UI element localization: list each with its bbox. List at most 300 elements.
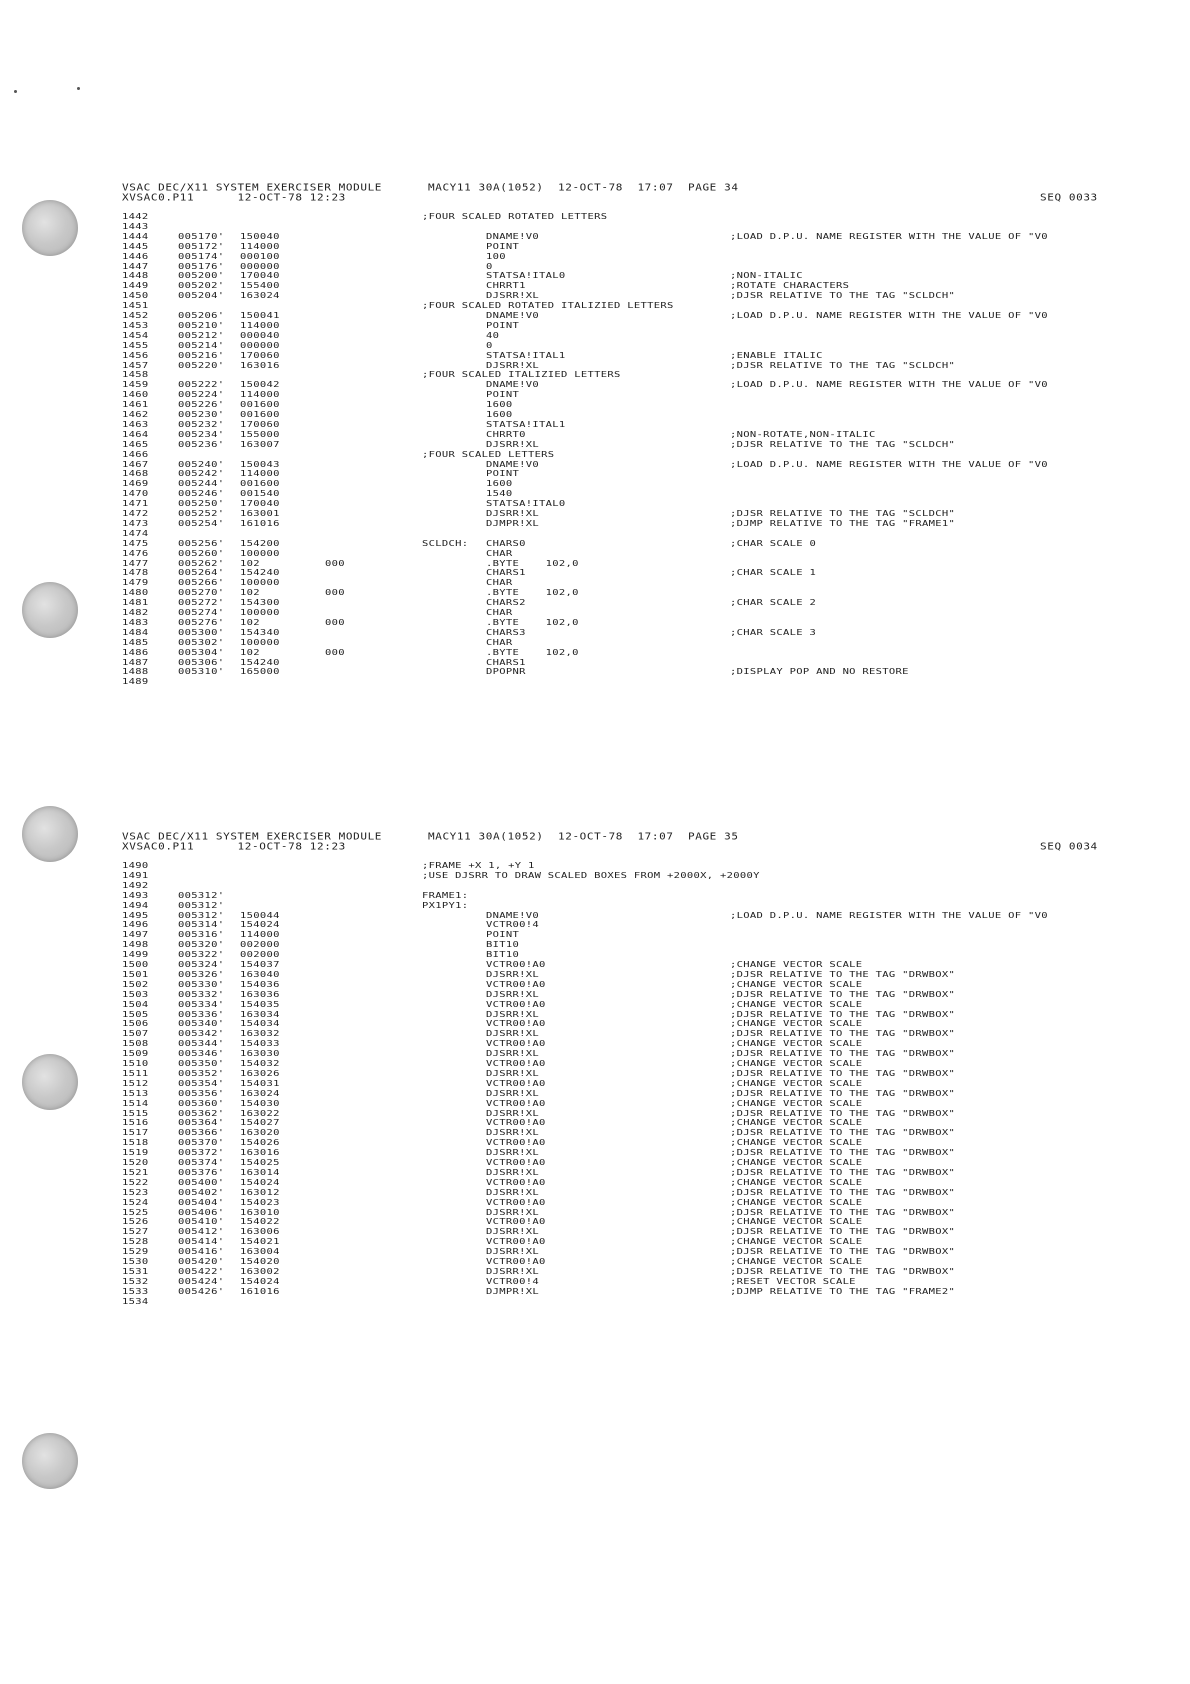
source-operation: STATSA!ITAL0 (486, 271, 566, 281)
source-operation: .BYTE 102,0 (486, 588, 579, 598)
object-code: 002000 (240, 940, 280, 950)
source-comment: ;LOAD D.P.U. NAME REGISTER WITH THE VALUE OF "V0 (730, 232, 1048, 242)
source-comment: ;DJSR RELATIVE TO THE TAG "DRWBOX" (730, 970, 956, 980)
object-code: 150040 (240, 232, 280, 242)
source-operation: DJSRR!XL (486, 360, 539, 371)
object-code: 154026 (240, 1138, 280, 1148)
source-operation: STATSA!ITAL0 (486, 499, 566, 509)
header-sequence: SEQ 0033 (1040, 192, 1098, 204)
source-comment: ;CHANGE VECTOR SCALE (730, 1039, 863, 1049)
address: 005310' (178, 667, 225, 677)
address: 005220' (178, 360, 225, 371)
object-code: 163024 (240, 291, 280, 301)
object-code: 163026 (240, 1069, 280, 1079)
line-number: 1474 (122, 529, 149, 539)
line-number: 1503 (122, 989, 149, 1000)
object-code: 155000 (240, 430, 280, 440)
object-code: 150042 (240, 380, 280, 390)
source-operation: VCTR00!A0 (486, 1237, 546, 1247)
source-comment: ;DJSR RELATIVE TO THE TAG "DRWBOX" (730, 989, 956, 1000)
header-module-title: VSAC DEC/X11 SYSTEM EXERCISER MODULE (122, 831, 383, 843)
line-number: 1508 (122, 1039, 149, 1049)
object-code: 102 (240, 647, 260, 658)
line-number: 1482 (122, 608, 149, 618)
source-operation: VCTR00!A0 (486, 999, 546, 1010)
address: 005312' (178, 910, 225, 921)
line-number: 1520 (122, 1158, 149, 1168)
address: 005342' (178, 1029, 225, 1039)
source-comment: ;CHANGE VECTOR SCALE (730, 960, 863, 970)
source-operation: STATSA!ITAL1 (486, 420, 566, 430)
object-code: 163004 (240, 1247, 280, 1257)
source-operation: VCTR00!A0 (486, 980, 546, 990)
address: 005332' (178, 989, 225, 1000)
object-code: 170060 (240, 350, 280, 361)
address: 005230' (178, 410, 225, 420)
address: 005254' (178, 519, 225, 529)
source-operation: DNAME!V0 (486, 459, 539, 470)
address: 005232' (178, 420, 225, 430)
line-number: 1492 (122, 881, 149, 891)
object-code: 102 (240, 558, 260, 569)
object-code: 163022 (240, 1108, 280, 1119)
address: 005264' (178, 568, 225, 578)
object-code: 154024 (240, 1178, 280, 1188)
address: 005234' (178, 430, 225, 440)
source-comment: ;NON-ITALIC (730, 271, 803, 281)
address: 005324' (178, 960, 225, 970)
line-number: 1498 (122, 940, 149, 950)
address: 005174' (178, 251, 225, 262)
source-comment: ;DJSR RELATIVE TO THE TAG "SCLDCH" (730, 360, 956, 371)
source-comment: ;CHANGE VECTOR SCALE (730, 1059, 863, 1069)
address: 005252' (178, 509, 225, 519)
binder-hole (22, 582, 78, 638)
line-number: 1464 (122, 430, 149, 440)
line-number: 1517 (122, 1128, 149, 1138)
header-sequence: SEQ 0034 (1040, 841, 1098, 853)
object-code: 154030 (240, 1098, 280, 1109)
line-number: 1519 (122, 1148, 149, 1158)
object-code: 000000 (240, 340, 280, 351)
line-number: 1525 (122, 1207, 149, 1218)
object-code: 000040 (240, 331, 280, 341)
address: 005312' (178, 900, 225, 911)
source-comment: ;DJSR RELATIVE TO THE TAG "DRWBOX" (730, 1009, 956, 1020)
line-number: 1494 (122, 900, 149, 911)
address: 005320' (178, 940, 225, 950)
line-number: 1505 (122, 1009, 149, 1020)
line-number: 1456 (122, 350, 149, 361)
source-operation: DJSRR!XL (486, 970, 539, 980)
line-number: 1461 (122, 400, 149, 410)
object-code: 001540 (240, 489, 280, 499)
line-number: 1533 (122, 1286, 149, 1297)
object-code: 163016 (240, 360, 280, 371)
object-code: 001600 (240, 400, 280, 410)
address: 005340' (178, 1019, 225, 1029)
object-code-byte: 000 (325, 558, 345, 569)
object-code: 002000 (240, 950, 280, 960)
source-operation: CHARS1 (486, 657, 526, 668)
address: 005200' (178, 271, 225, 281)
line-number: 1502 (122, 980, 149, 990)
source-operation: POINT (486, 321, 520, 331)
source-operation: DJMPR!XL (486, 1286, 539, 1297)
object-code: 163002 (240, 1267, 280, 1277)
address: 005216' (178, 350, 225, 361)
object-code: 114000 (240, 241, 280, 252)
object-code: 154340 (240, 628, 280, 638)
source-operation: CHAR (486, 548, 513, 559)
line-number: 1444 (122, 232, 149, 242)
line-number: 1490 (122, 861, 149, 871)
object-code: 154031 (240, 1079, 280, 1089)
line-number: 1459 (122, 380, 149, 390)
source-operation: BIT10 (486, 950, 520, 960)
source-operation: DJSRR!XL (486, 1108, 539, 1119)
source-operation: CHRRT0 (486, 430, 526, 440)
header-file-date: XVSAC0.P11 12-OCT-78 12:23 (122, 192, 346, 204)
source-operation: CHARS2 (486, 598, 526, 608)
source-operation: DJSRR!XL (486, 439, 539, 450)
source-operation: POINT (486, 930, 520, 940)
source-comment: ;CHANGE VECTOR SCALE (730, 1118, 863, 1128)
line-number: 1526 (122, 1217, 149, 1227)
source-comment: ;CHAR SCALE 2 (730, 598, 817, 608)
source-operation: VCTR00!A0 (486, 1019, 546, 1029)
source-operation: VCTR00!A0 (486, 1138, 546, 1148)
source-comment: ;CHANGE VECTOR SCALE (730, 980, 863, 990)
line-number: 1445 (122, 241, 149, 252)
line-number: 1534 (122, 1296, 149, 1307)
object-code: 163040 (240, 970, 280, 980)
line-number: 1475 (122, 538, 149, 549)
source-operation: DJSRR!XL (486, 1187, 539, 1198)
address: 005246' (178, 489, 225, 499)
address: 005426' (178, 1286, 225, 1297)
address: 005312' (178, 890, 225, 901)
object-code-byte: 000 (325, 588, 345, 598)
address: 005210' (178, 321, 225, 331)
source-comment: ;DJSR RELATIVE TO THE TAG "DRWBOX" (730, 1207, 956, 1218)
address: 005276' (178, 618, 225, 628)
object-code: 155400 (240, 281, 280, 291)
source-comment: ;CHANGE VECTOR SCALE (730, 1098, 863, 1109)
object-code: 163010 (240, 1207, 280, 1218)
address: 005266' (178, 578, 225, 588)
address: 005204' (178, 291, 225, 301)
line-number: 1460 (122, 390, 149, 400)
source-comment-heading: ;FOUR SCALED ITALIZIED LETTERS (422, 370, 621, 380)
source-operation: DJSRR!XL (486, 989, 539, 1000)
address: 005302' (178, 637, 225, 648)
line-number: 1529 (122, 1247, 149, 1257)
source-comment: ;CHANGE VECTOR SCALE (730, 1079, 863, 1089)
line-number: 1443 (122, 222, 149, 232)
source-comment: ;DJSR RELATIVE TO THE TAG "DRWBOX" (730, 1128, 956, 1138)
object-code: 165000 (240, 667, 280, 677)
address: 005376' (178, 1168, 225, 1178)
line-number: 1531 (122, 1267, 149, 1277)
object-code: 154025 (240, 1158, 280, 1168)
object-code: 100000 (240, 578, 280, 588)
source-operation: DJSRR!XL (486, 1069, 539, 1079)
object-code: 102 (240, 618, 260, 628)
source-operation: VCTR00!A0 (486, 1059, 546, 1069)
object-code: 161016 (240, 1286, 280, 1297)
line-number: 1467 (122, 459, 149, 470)
object-code: 154032 (240, 1059, 280, 1069)
line-number: 1509 (122, 1049, 149, 1059)
source-operation: DNAME!V0 (486, 910, 539, 921)
source-comment: ;DJMP RELATIVE TO THE TAG "FRAME1" (730, 519, 956, 529)
source-operation: DJSRR!XL (486, 1088, 539, 1099)
object-code-byte: 000 (325, 618, 345, 628)
address: 005206' (178, 311, 225, 321)
line-number: 1458 (122, 370, 149, 380)
line-number: 1455 (122, 340, 149, 351)
address: 005242' (178, 469, 225, 479)
address: 005250' (178, 499, 225, 509)
object-code: 154021 (240, 1237, 280, 1247)
line-number: 1514 (122, 1098, 149, 1109)
line-number: 1452 (122, 311, 149, 321)
address: 005326' (178, 970, 225, 980)
source-operation: 1600 (486, 410, 513, 420)
object-code: 163034 (240, 1009, 280, 1020)
line-number: 1488 (122, 667, 149, 677)
line-number: 1495 (122, 910, 149, 921)
source-comment: ;DJSR RELATIVE TO THE TAG "DRWBOX" (730, 1247, 956, 1257)
source-operation: DJSRR!XL (486, 1029, 539, 1039)
object-code: 161016 (240, 519, 280, 529)
line-number: 1471 (122, 499, 149, 509)
address: 005424' (178, 1277, 225, 1287)
line-number: 1466 (122, 449, 149, 460)
address: 005300' (178, 628, 225, 638)
source-operation: .BYTE 102,0 (486, 647, 579, 658)
line-number: 1501 (122, 970, 149, 980)
speck (77, 87, 80, 90)
object-code: 154024 (240, 920, 280, 930)
line-number: 1447 (122, 261, 149, 272)
address: 005260' (178, 548, 225, 559)
object-code: 154200 (240, 538, 280, 549)
source-comment: ;DJSR RELATIVE TO THE TAG "DRWBOX" (730, 1108, 956, 1119)
address: 005306' (178, 657, 225, 668)
address: 005304' (178, 647, 225, 658)
line-number: 1487 (122, 657, 149, 668)
object-code: 163036 (240, 989, 280, 1000)
line-number: 1500 (122, 960, 149, 970)
address: 005334' (178, 999, 225, 1010)
object-code: 150044 (240, 910, 280, 921)
speck (14, 90, 17, 93)
binder-hole (22, 1433, 78, 1489)
source-comment: ;DJSR RELATIVE TO THE TAG "DRWBOX" (730, 1049, 956, 1059)
source-comment: ;NON-ROTATE,NON-ITALIC (730, 430, 876, 440)
source-operation: 0 (486, 340, 493, 351)
address: 005346' (178, 1049, 225, 1059)
source-operation: DJSRR!XL (486, 509, 539, 519)
line-number: 1527 (122, 1227, 149, 1237)
source-comment: ;RESET VECTOR SCALE (730, 1277, 856, 1287)
object-code: 163020 (240, 1128, 280, 1138)
line-number: 1446 (122, 251, 149, 262)
object-code: 100000 (240, 637, 280, 648)
object-code: 154300 (240, 598, 280, 608)
line-number: 1489 (122, 677, 149, 687)
line-number: 1524 (122, 1197, 149, 1208)
address: 005420' (178, 1257, 225, 1267)
address: 005314' (178, 920, 225, 930)
header-assembler-page: MACY11 30A(1052) 12-OCT-78 17:07 PAGE 35 (428, 831, 739, 843)
address: 005404' (178, 1197, 225, 1208)
source-comment: ;CHANGE VECTOR SCALE (730, 1019, 863, 1029)
source-operation: CHRRT1 (486, 281, 526, 291)
line-number: 1448 (122, 271, 149, 281)
source-comment: ;CHANGE VECTOR SCALE (730, 1158, 863, 1168)
source-operation: DJSRR!XL (486, 1168, 539, 1178)
line-number: 1484 (122, 628, 149, 638)
source-comment: ;ROTATE CHARACTERS (730, 281, 850, 291)
line-number: 1493 (122, 890, 149, 901)
line-number: 1479 (122, 578, 149, 588)
object-code: 154240 (240, 568, 280, 578)
line-number: 1522 (122, 1178, 149, 1188)
address: 005362' (178, 1108, 225, 1119)
object-code: 163016 (240, 1148, 280, 1158)
line-number: 1480 (122, 588, 149, 598)
address: 005400' (178, 1178, 225, 1188)
header-file-date: XVSAC0.P11 12-OCT-78 12:23 (122, 841, 346, 853)
source-operation: VCTR00!4 (486, 920, 539, 930)
source-operation: STATSA!ITAL1 (486, 350, 566, 361)
source-comment-heading: ;FRAME +X 1, +Y 1 (422, 861, 535, 871)
object-code: 154027 (240, 1118, 280, 1128)
source-operation: DNAME!V0 (486, 232, 539, 242)
source-operation: CHARS3 (486, 628, 526, 638)
source-operation: DPOPNR (486, 667, 526, 677)
source-comment: ;DJSR RELATIVE TO THE TAG "DRWBOX" (730, 1267, 956, 1277)
address: 005270' (178, 588, 225, 598)
source-operation: CHARS1 (486, 568, 526, 578)
address: 005262' (178, 558, 225, 569)
source-operation: BIT10 (486, 940, 520, 950)
source-operation: 1540 (486, 489, 513, 499)
object-code: 163012 (240, 1187, 280, 1198)
object-code: 100000 (240, 608, 280, 618)
source-comment: ;CHAR SCALE 1 (730, 568, 817, 578)
source-operation: 1600 (486, 479, 513, 489)
source-operation: DJSRR!XL (486, 291, 539, 301)
line-number: 1477 (122, 558, 149, 569)
address: 005336' (178, 1009, 225, 1020)
source-operation: DJSRR!XL (486, 1247, 539, 1257)
binder-hole (22, 806, 78, 862)
line-number: 1462 (122, 410, 149, 420)
line-number: 1510 (122, 1059, 149, 1069)
object-code: 170040 (240, 499, 280, 509)
source-comment: ;DJMP RELATIVE TO THE TAG "FRAME2" (730, 1286, 956, 1297)
line-number: 1499 (122, 950, 149, 960)
address: 005240' (178, 459, 225, 470)
line-number: 1470 (122, 489, 149, 499)
object-code: 154036 (240, 980, 280, 990)
line-number: 1491 (122, 871, 149, 881)
source-operation: DNAME!V0 (486, 380, 539, 390)
line-number: 1515 (122, 1108, 149, 1119)
source-operation: VCTR00!A0 (486, 1257, 546, 1267)
source-comment: ;CHANGE VECTOR SCALE (730, 1237, 863, 1247)
source-operation: VCTR00!A0 (486, 1098, 546, 1109)
line-number: 1528 (122, 1237, 149, 1247)
address: 005226' (178, 400, 225, 410)
object-code: 170040 (240, 271, 280, 281)
source-comment: ;DJSR RELATIVE TO THE TAG "SCLDCH" (730, 291, 956, 301)
address: 005170' (178, 232, 225, 242)
source-operation: 1600 (486, 400, 513, 410)
source-operation: .BYTE 102,0 (486, 618, 579, 628)
source-comment: ;DJSR RELATIVE TO THE TAG "DRWBOX" (730, 1088, 956, 1099)
address: 005422' (178, 1267, 225, 1277)
address: 005372' (178, 1148, 225, 1158)
address: 005222' (178, 380, 225, 390)
source-comment: ;DJSR RELATIVE TO THE TAG "SCLDCH" (730, 509, 956, 519)
source-operation: VCTR00!4 (486, 1277, 539, 1287)
source-comment: ;CHANGE VECTOR SCALE (730, 1197, 863, 1208)
source-operation: DJSRR!XL (486, 1148, 539, 1158)
source-operation: DJSRR!XL (486, 1009, 539, 1020)
object-code: 150041 (240, 311, 280, 321)
object-code: 154020 (240, 1257, 280, 1267)
source-operation: 0 (486, 261, 493, 272)
line-number: 1512 (122, 1079, 149, 1089)
line-number: 1507 (122, 1029, 149, 1039)
address: 005274' (178, 608, 225, 618)
source-operation: VCTR00!A0 (486, 1039, 546, 1049)
source-operation: DJSRR!XL (486, 1049, 539, 1059)
source-comment: ;CHANGE VECTOR SCALE (730, 999, 863, 1010)
line-number: 1450 (122, 291, 149, 301)
line-number: 1454 (122, 331, 149, 341)
object-code: 114000 (240, 469, 280, 479)
source-comment: ;DJSR RELATIVE TO THE TAG "SCLDCH" (730, 439, 956, 450)
address: 005172' (178, 241, 225, 252)
object-code: 001600 (240, 410, 280, 420)
source-operation: CHAR (486, 637, 513, 648)
object-code-byte: 000 (325, 647, 345, 658)
source-operation: POINT (486, 390, 520, 400)
line-number: 1511 (122, 1069, 149, 1079)
source-operation: POINT (486, 469, 520, 479)
address: 005402' (178, 1187, 225, 1198)
source-operation: CHAR (486, 578, 513, 588)
source-comment: ;CHAR SCALE 0 (730, 538, 817, 549)
line-number: 1463 (122, 420, 149, 430)
address: 005354' (178, 1079, 225, 1089)
source-comment-heading: ;FOUR SCALED LETTERS (422, 449, 555, 460)
address: 005366' (178, 1128, 225, 1138)
address: 005344' (178, 1039, 225, 1049)
object-code: 154024 (240, 1277, 280, 1287)
source-label: FRAME1: (422, 890, 469, 901)
object-code: 114000 (240, 390, 280, 400)
source-comment: ;LOAD D.P.U. NAME REGISTER WITH THE VALUE OF "V0 (730, 459, 1048, 470)
line-number: 1506 (122, 1019, 149, 1029)
line-number: 1468 (122, 469, 149, 479)
